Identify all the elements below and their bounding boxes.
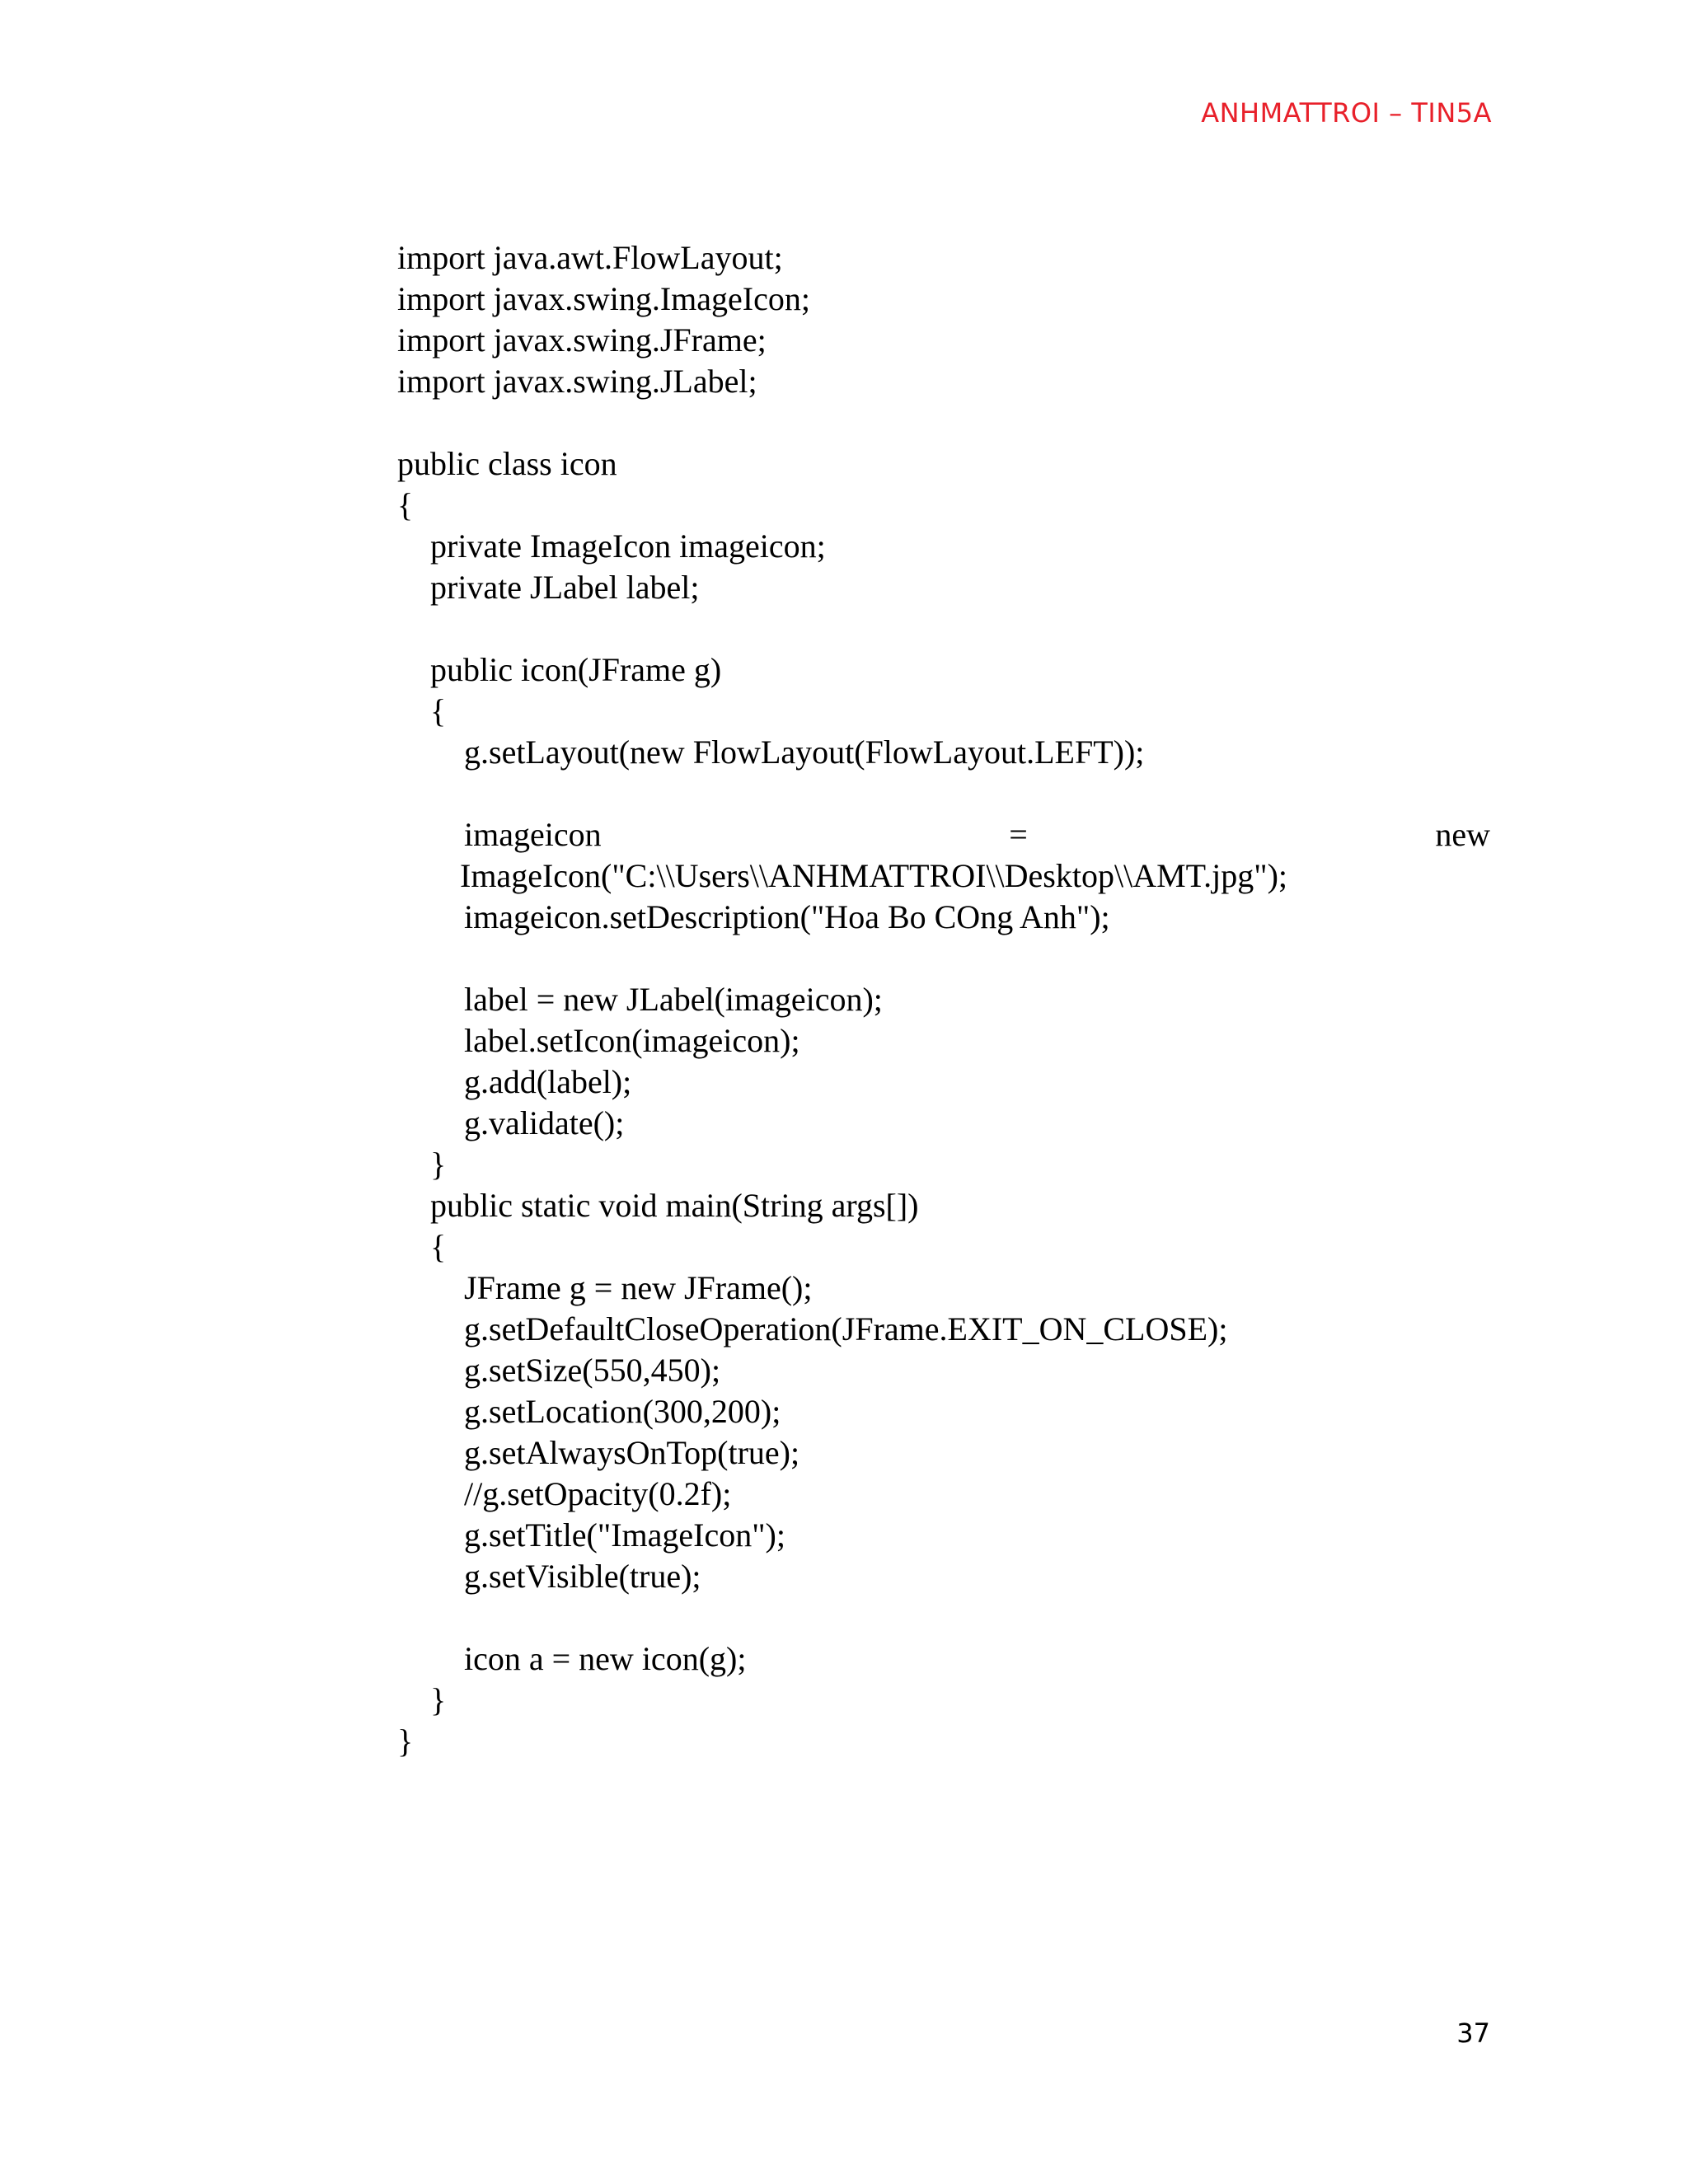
code-line: g.setAlwaysOnTop(true);	[464, 1434, 800, 1471]
code-line: label = new JLabel(imageicon);	[464, 981, 883, 1018]
code-line: ImageIcon("C:\\Users\\ANHMATTROI\\Desktop\\AMT.jpg");	[460, 857, 1288, 894]
code-line: {	[430, 692, 447, 729]
code-line: private JLabel label;	[430, 569, 700, 606]
code-line-blank	[397, 1597, 1490, 1638]
code-line: g.setLayout(new FlowLayout(FlowLayout.LEFT));	[464, 733, 1145, 771]
page-header: ANHMATTROI – TIN5A	[1201, 97, 1492, 129]
code-line: import java.awt.FlowLayout;	[397, 239, 783, 276]
code-line: public static void main(String args[])	[430, 1187, 919, 1224]
code-line: import javax.swing.JFrame;	[397, 321, 767, 359]
code-line: g.setLocation(300,200);	[464, 1393, 781, 1430]
code-line: import javax.swing.JLabel;	[397, 363, 757, 400]
code-token: imageicon	[464, 816, 602, 853]
code-line: g.setDefaultCloseOperation(JFrame.EXIT_ON_CLOSE);	[464, 1310, 1228, 1347]
code-token: =	[1009, 816, 1028, 853]
code-line: {	[430, 1228, 447, 1265]
code-token: new	[1435, 816, 1490, 853]
code-line: }	[430, 1146, 447, 1183]
code-line: label.setIcon(imageicon);	[464, 1022, 800, 1059]
code-line-justified	[397, 814, 1490, 855]
code-line: }	[430, 1681, 447, 1718]
code-line: {	[397, 486, 414, 523]
code-line: g.setSize(550,450);	[464, 1352, 721, 1389]
code-line: import javax.swing.ImageIcon;	[397, 280, 810, 317]
code-line: imageicon.setDescription("Hoa Bo COng Anh");	[464, 898, 1110, 935]
code-line: //g.setOpacity(0.2f);	[464, 1475, 732, 1512]
code-line-blank	[397, 938, 1490, 979]
code-line: g.setTitle("ImageIcon");	[464, 1516, 785, 1554]
code-line: }	[397, 1722, 414, 1760]
code-line: g.add(label);	[464, 1063, 632, 1100]
code-listing	[397, 237, 1490, 1762]
page-number: 37	[1456, 2018, 1490, 2049]
code-line-blank	[397, 608, 1490, 649]
code-line: JFrame g = new JFrame();	[464, 1269, 813, 1306]
code-line-blank	[397, 773, 1490, 814]
code-line: g.setVisible(true);	[464, 1558, 701, 1595]
code-line: icon a = new icon(g);	[464, 1640, 747, 1677]
code-line-blank	[397, 402, 1490, 443]
code-line: public class icon	[397, 445, 617, 482]
code-line: private ImageIcon imageicon;	[430, 527, 826, 565]
code-line: public icon(JFrame g)	[430, 651, 722, 688]
code-line: g.validate();	[464, 1104, 625, 1141]
